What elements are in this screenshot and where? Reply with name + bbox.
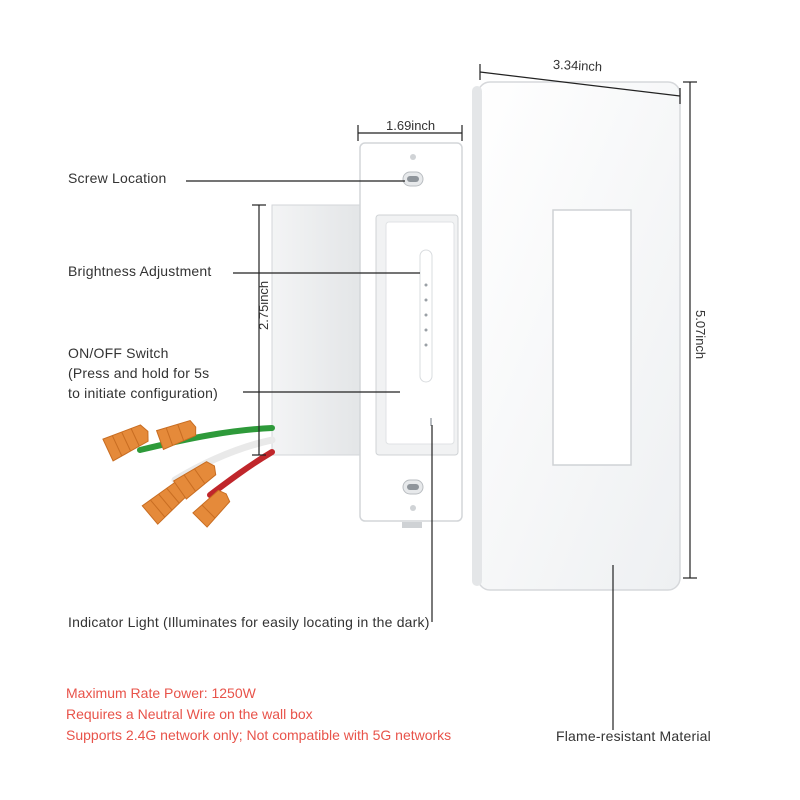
callout-screw-location: Screw Location	[68, 170, 167, 186]
note-neutral-wire: Requires a Neutral Wire on the wall box	[66, 706, 313, 722]
switch-body-box	[272, 205, 362, 455]
dimension-width-plate: 3.34inch	[552, 56, 603, 75]
dimension-height-switch: 2.75inch	[256, 280, 271, 330]
callout-on-off-switch	[68, 343, 218, 403]
callout-on-off-line-1: ON/OFF Switch	[68, 345, 169, 361]
switch-face	[376, 215, 458, 455]
callout-flame-resistant: Flame-resistant Material	[556, 728, 711, 744]
note-network: Supports 2.4G network only; Not compatible with 5G networks	[66, 727, 452, 743]
callout-on-off-line-3: to initiate configuration)	[68, 385, 218, 401]
callout-indicator-light: Indicator Light (Illuminates for easily locating in the dark)	[68, 614, 430, 630]
callout-brightness-adjustment: Brightness Adjustment	[68, 263, 212, 279]
callout-on-off-line-2: (Press and hold for 5s	[68, 365, 210, 381]
dimension-width-switch: 1.69inch	[386, 118, 436, 133]
wall-plate	[472, 82, 680, 590]
dimension-height-plate: 5.07inch	[693, 310, 708, 360]
note-max-power: Maximum Rate Power: 1250W	[66, 685, 256, 701]
